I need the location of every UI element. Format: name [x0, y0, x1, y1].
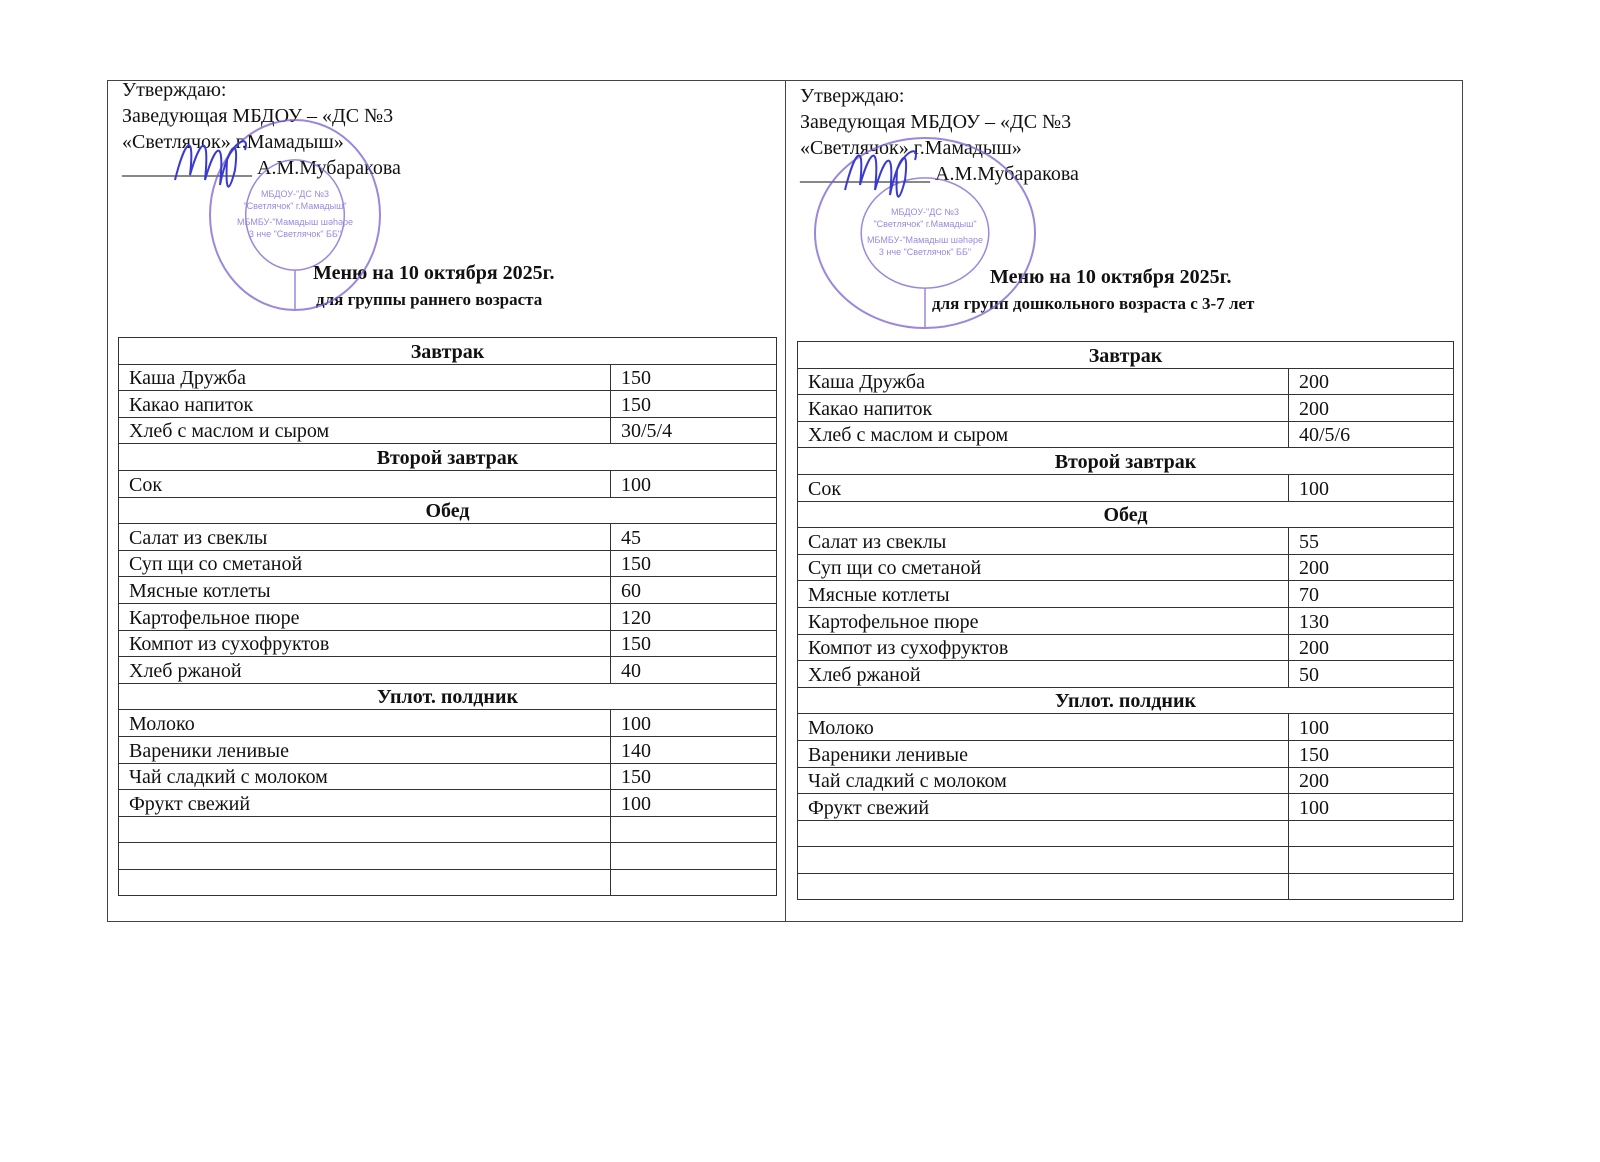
dish-name: Салат из свеклы: [798, 528, 1289, 555]
portion-size: 55: [1289, 528, 1454, 555]
portion-size: 100: [611, 710, 777, 737]
svg-text:МБМБУ-"Мамадыш шәһәре: МБМБУ-"Мамадыш шәһәре: [237, 217, 353, 227]
table-row: [798, 740, 1454, 767]
meal-section-title: Второй завтрак: [798, 448, 1454, 475]
meal-section-title: Завтрак: [119, 338, 777, 365]
blank-row: [119, 869, 777, 896]
empty-cell: [1289, 820, 1454, 847]
portion-size: 200: [1289, 395, 1454, 422]
portion-size: 140: [611, 736, 777, 763]
portion-size: 45: [611, 524, 777, 551]
table-row: [119, 524, 777, 551]
table-row: [119, 391, 777, 418]
meal-section-title: Второй завтрак: [119, 444, 777, 471]
portion-size: 150: [611, 364, 777, 391]
table-row: [119, 763, 777, 790]
meal-section-title: Уплот. полдник: [119, 683, 777, 710]
blank-row: [798, 820, 1454, 847]
table-row: [798, 767, 1454, 794]
dish-name: Каша Дружба: [798, 368, 1289, 395]
empty-cell: [611, 816, 777, 843]
column-divider: [785, 80, 786, 922]
svg-text:3 нче "Светлячок" ББ": 3 нче "Светлячок" ББ": [248, 229, 342, 239]
portion-size: 150: [611, 763, 777, 790]
dish-name: Чай сладкий с молоком: [119, 763, 611, 790]
table-row: [119, 577, 777, 604]
menu-table: [118, 337, 777, 896]
dish-name: Чай сладкий с молоком: [798, 767, 1289, 794]
section-header-row: [119, 338, 777, 365]
table-row: [798, 794, 1454, 821]
portion-size: 70: [1289, 581, 1454, 608]
dish-name: Вареники ленивые: [798, 740, 1289, 767]
svg-text:"Светлячок" г.Мамадыш": "Светлячок" г.Мамадыш": [243, 201, 347, 211]
empty-cell: [119, 869, 611, 896]
portion-size: 100: [611, 790, 777, 817]
dish-name: Суп щи со сметаной: [798, 554, 1289, 581]
table-row: [798, 474, 1454, 501]
table-row: [119, 710, 777, 737]
approval-line: _____________ А.М.Мубаракова: [122, 157, 401, 179]
menu-subtitle: для групп дошкольного возраста с 3-7 лет: [932, 294, 1255, 313]
dish-name: Мясные котлеты: [119, 577, 611, 604]
approval-label: Утверждаю:: [800, 85, 905, 107]
dish-name: Фрукт свежий: [798, 794, 1289, 821]
meal-section-title: Обед: [119, 497, 777, 524]
table-row: [798, 421, 1454, 448]
approval-line: «Светлячок» г.Мамадыш»: [800, 137, 1022, 159]
table-row: [119, 630, 777, 657]
empty-cell: [798, 873, 1289, 900]
table-row: [119, 364, 777, 391]
dish-name: Салат из свеклы: [119, 524, 611, 551]
svg-text:3 нче "Светлячок" ББ": 3 нче "Светлячок" ББ": [878, 247, 972, 257]
portion-size: 200: [1289, 554, 1454, 581]
svg-text:МБМБУ-"Мамадыш шәһәре: МБМБУ-"Мамадыш шәһәре: [867, 235, 983, 245]
dish-name: Сок: [798, 474, 1289, 501]
dish-name: Хлеб с маслом и сыром: [798, 421, 1289, 448]
portion-size: 100: [611, 470, 777, 497]
table-row: [119, 417, 777, 444]
portion-size: 200: [1289, 767, 1454, 794]
section-header-row: [798, 687, 1454, 714]
portion-size: 150: [1289, 740, 1454, 767]
menu-table: [797, 341, 1454, 900]
table-row: [119, 790, 777, 817]
table-row: [798, 634, 1454, 661]
empty-cell: [119, 843, 611, 870]
portion-size: 100: [1289, 474, 1454, 501]
menu-title: Меню на 10 октября 2025г.: [313, 262, 555, 284]
section-header-row: [798, 501, 1454, 528]
portion-size: 120: [611, 603, 777, 630]
dish-name: Молоко: [119, 710, 611, 737]
table-row: [798, 581, 1454, 608]
portion-size: 150: [611, 630, 777, 657]
meal-section-title: Завтрак: [798, 342, 1454, 369]
section-header-row: [119, 497, 777, 524]
approval-label: Утверждаю:: [122, 79, 227, 101]
dish-name: Вареники ленивые: [119, 736, 611, 763]
approval-line: Заведующая МБДОУ – «ДС №3: [800, 111, 1072, 133]
dish-name: Компот из сухофруктов: [119, 630, 611, 657]
blank-row: [798, 847, 1454, 874]
table-row: [798, 661, 1454, 688]
blank-row: [798, 873, 1454, 900]
approval-line: _____________ А.М.Мубаракова: [800, 163, 1079, 185]
table-row: [798, 395, 1454, 422]
table-row: [798, 607, 1454, 634]
empty-cell: [611, 869, 777, 896]
dish-name: Хлеб с маслом и сыром: [119, 417, 611, 444]
dish-name: Суп щи со сметаной: [119, 550, 611, 577]
dish-name: Мясные котлеты: [798, 581, 1289, 608]
empty-cell: [611, 843, 777, 870]
meal-section-title: Уплот. полдник: [798, 687, 1454, 714]
dish-name: Хлеб ржаной: [119, 657, 611, 684]
section-header-row: [798, 342, 1454, 369]
menu-subtitle: для группы раннего возраста: [316, 290, 543, 309]
blank-row: [119, 843, 777, 870]
approval-line: «Светлячок» г.Мамадыш»: [122, 131, 344, 153]
dish-name: Сок: [119, 470, 611, 497]
blank-row: [119, 816, 777, 843]
portion-size: 40: [611, 657, 777, 684]
section-header-row: [119, 683, 777, 710]
empty-cell: [119, 816, 611, 843]
svg-text:"Светлячок" г.Мамадыш": "Светлячок" г.Мамадыш": [873, 219, 977, 229]
table-row: [119, 603, 777, 630]
svg-text:МБДОУ-"ДС №3: МБДОУ-"ДС №3: [891, 207, 959, 217]
dish-name: Компот из сухофруктов: [798, 634, 1289, 661]
table-row: [119, 736, 777, 763]
dish-name: Какао напиток: [798, 395, 1289, 422]
table-row: [119, 550, 777, 577]
portion-size: 100: [1289, 714, 1454, 741]
approval-line: Заведующая МБДОУ – «ДС №3: [122, 105, 394, 127]
empty-cell: [1289, 847, 1454, 874]
table-row: [798, 554, 1454, 581]
empty-cell: [1289, 873, 1454, 900]
dish-name: Картофельное пюре: [119, 603, 611, 630]
menu-title: Меню на 10 октября 2025г.: [990, 266, 1232, 288]
portion-size: 200: [1289, 368, 1454, 395]
dish-name: Фрукт свежий: [119, 790, 611, 817]
section-header-row: [798, 448, 1454, 475]
table-row: [798, 528, 1454, 555]
meal-section-title: Обед: [798, 501, 1454, 528]
dish-name: Хлеб ржаной: [798, 661, 1289, 688]
portion-size: 150: [611, 391, 777, 418]
dish-name: Какао напиток: [119, 391, 611, 418]
table-row: [119, 657, 777, 684]
portion-size: 40/5/6: [1289, 421, 1454, 448]
table-row: [798, 368, 1454, 395]
dish-name: Каша Дружба: [119, 364, 611, 391]
portion-size: 200: [1289, 634, 1454, 661]
portion-size: 60: [611, 577, 777, 604]
portion-size: 30/5/4: [611, 417, 777, 444]
empty-cell: [798, 820, 1289, 847]
dish-name: Картофельное пюре: [798, 607, 1289, 634]
empty-cell: [798, 847, 1289, 874]
svg-text:МБДОУ-"ДС №3: МБДОУ-"ДС №3: [261, 189, 329, 199]
portion-size: 150: [611, 550, 777, 577]
section-header-row: [119, 444, 777, 471]
portion-size: 130: [1289, 607, 1454, 634]
table-row: [119, 470, 777, 497]
table-row: [798, 714, 1454, 741]
portion-size: 100: [1289, 794, 1454, 821]
portion-size: 50: [1289, 661, 1454, 688]
dish-name: Молоко: [798, 714, 1289, 741]
